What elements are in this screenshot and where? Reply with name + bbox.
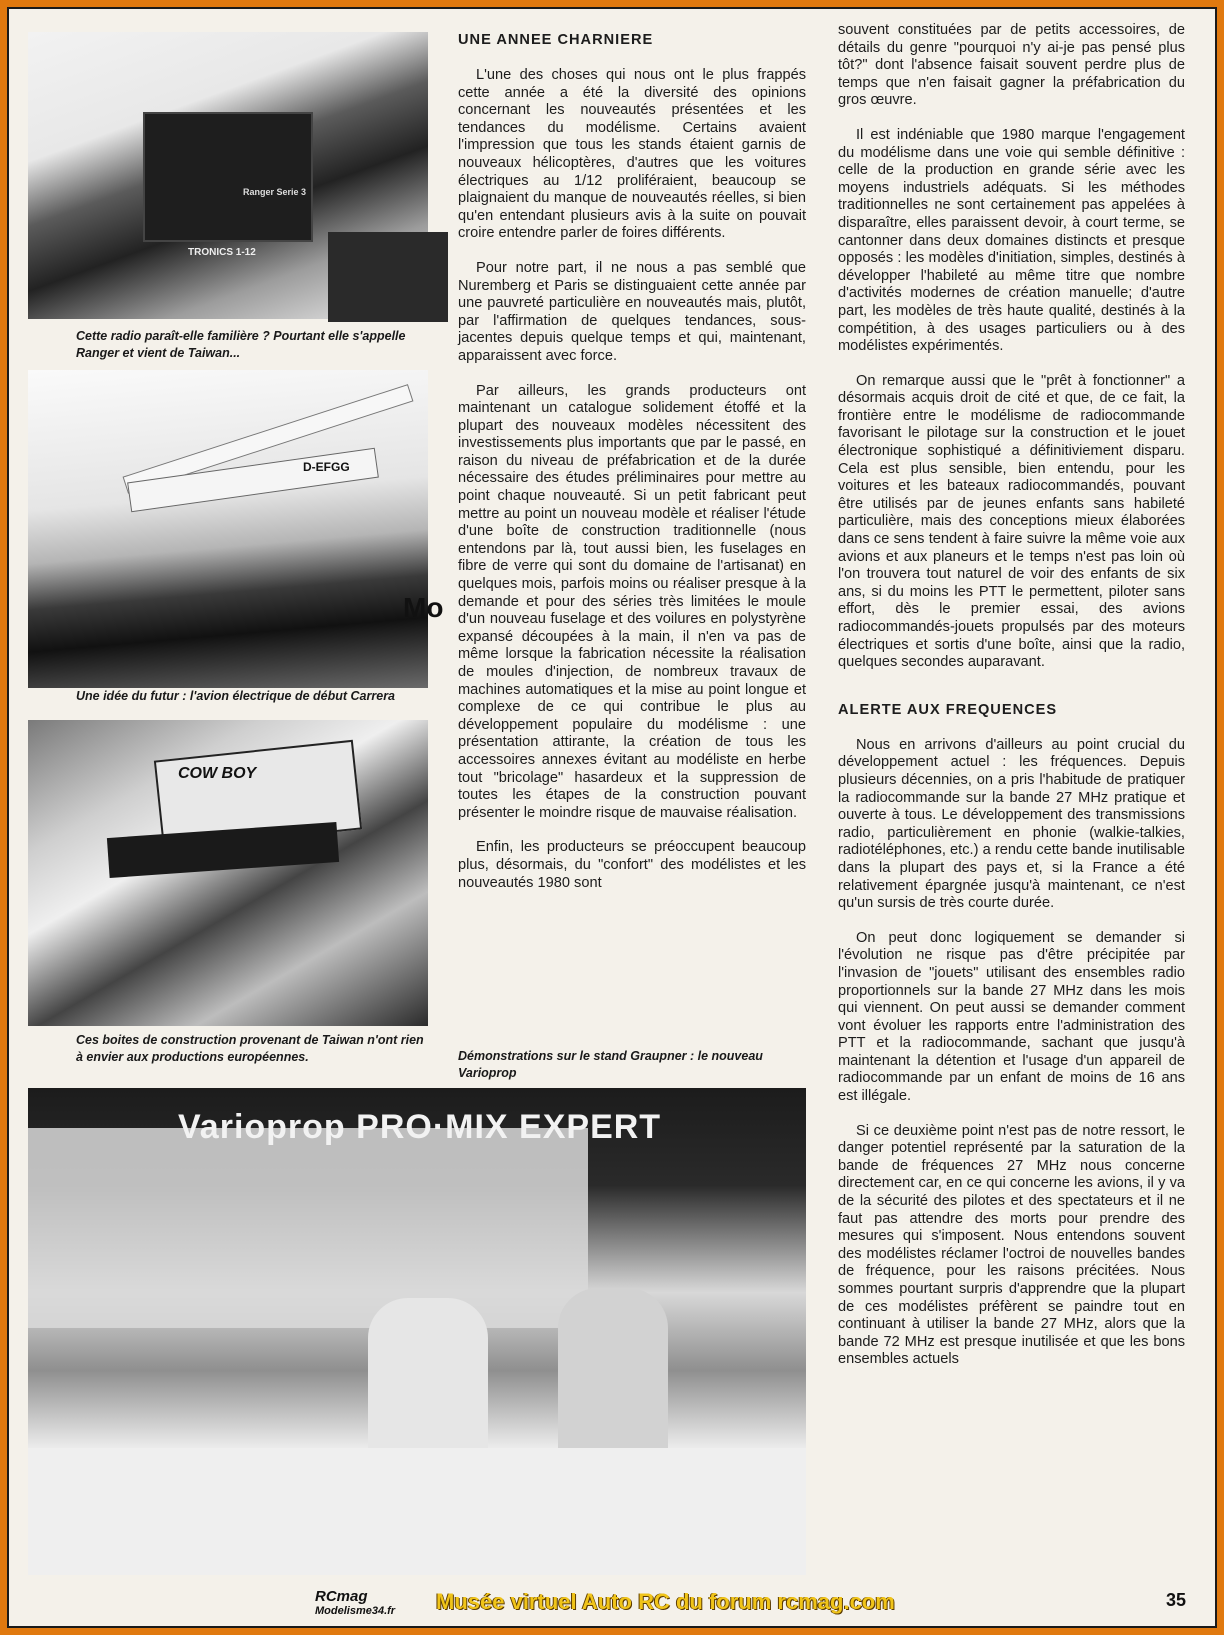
caption-kit-boxes: Ces boites de construction provenant de Taiwan n'ont rien à envier aux productions européennes.: [76, 1033, 424, 1064]
caption-radio: Cette radio paraît-elle familière ? Pourtant elle s'appelle Ranger et vient de Taiwan...: [76, 329, 406, 360]
photo1-label2: TRONICS 1-12: [188, 247, 256, 258]
museum-banner: Musée virtuel Auto RC du forum rcmag.com: [436, 1589, 895, 1614]
paragraph: Si ce deuxième point n'est pas de notre ressort, le danger potentiel représenté par la saturation de la bande de fréquences 27 MHz nous concerne directement car, en ce qui concerne les avions, il y va de la sécurité des pilotes et des spectateurs et il ne faut pas attendre des morts pour prendre des mesures qui s'imposent. Nous entendons souvent des modélistes réclamer l'octroi de nouvelles bandes de fréquence, pour les raisons précitées. Nous sommes pourtant surpris d'apprendre que la plupart de ces modélistes préfèrent se paindre tout en continuant à utiliser la bande 27 MHz, alors que la bande 72 MHz est presque inutilisée et que les bons ensembles actuels: [838, 1122, 1185, 1368]
photo-kit-boxes: [28, 720, 428, 1026]
rcmag-logo-line2: Modelisme34.fr: [315, 1605, 396, 1617]
photo2-label2: Mo: [403, 592, 444, 623]
paragraph: On remarque aussi que le "prêt à fonctionner" a désormais acquis droit de cité et que, de ce fait, la frontière entre le modélisme de radiocommande favorisant le pilotage sur la construction et le jouet électronique sophistiqué a définitiviement disparu. Cela est plus sensible, bien entendu, pour les voitures et les bateaux radiocommandés, pouvant être utilisés par de jeunes enfants sans habileté particulière, mais des conceptions mieux élaborées dans ce sens tendent à faire suivre la même voie aux avions et aux planeurs et le temps n'est pas loin où l'on trouvera tout naturel de voir des enfants de six ans, si du moins les PTT le permettent, piloter sans effort, dès le premier essai, des avions radiocommandés-jouets propulsés par des moteurs électriques et sortis d'une boîte, ainsi que la radio, quelques secondes auparavant.: [838, 372, 1185, 671]
paragraph: Par ailleurs, les grands producteurs ont maintenant un catalogue solidement étoffé et la plupart des nouveaux modèles nécessitent des investissements plus importants que par le passé, en raison du niveau de préfabrication et de la durée nécessaire des études préliminaires pour mettre au point chaque nouveauté. Si un petit fabricant peut mettre au point un nouveau modèle et réaliser l'étude d'une boîte de construction traditionnelle (nous entendons par là, tout aussi bien, les fuselages en fibre de verre qui sont du domaine de l'artisanat) en quelques mois, parfois moins ou réaliser presque à la demande et pour des séries très limitées le moule d'un nouveau fuselage et des voilures en polystyrène expansé découpées à la main, il n'en va pas de même lorsque la fabrication nécessite la réalisation de moules d'injection, de nombreux travaux de machines automatiques et la mise au point longue et complexe de ce qui contribue le plus au développement populaire du modélisme : une présentation attirante, la création de tous les accessoires annexes évitant au modéliste en herbe tout "bricolage" hasardeux et la suppression de toutes les étapes de la construction pouvant présenter le moindre risque de mauvaise réalisation.: [458, 382, 806, 821]
caption-electric-plane: Une idée du futur : l'avion électrique de début Carrera: [76, 689, 396, 703]
paragraph: Il est indéniable que 1980 marque l'engagement du modélisme dans une voie qui semble définitive : celle de la production en grande série avec les moyens industriels adéquats. Si les méthodes traditionnelles ne sont certainement pas appelées à disparaître, elles paraissent devoir, à court terme, se cantonner dans deux domaines distincts et presque opposés : les modèles d'initiation, simples, destinés à développer l'habileté au même titre que nombre d'activités modernes de création manuelle; d'autre part, les modèles de très haute qualité, destinés à la compétition, à des usages particuliers ou à des modélistes expérimentés.: [838, 126, 1185, 355]
photo-radio-ranger: [28, 32, 428, 319]
rcmag-logo: [315, 1590, 395, 1618]
photo1-label: Ranger Serie 3: [243, 187, 307, 197]
heading-alerte-frequences: ALERTE AUX FREQUENCES: [838, 701, 1058, 718]
caption-varioprop: Démonstrations sur le stand Graupner : le nouveau Varioprop: [458, 1049, 763, 1080]
paragraph: Nous en arrivons d'ailleurs au point crucial du développement actuel : les fréquences. Depuis plusieurs décennies, on a pris l'habitude de pratiquer la radiocommande sur la bande 27 MHz pratique et ouverte à tous. Le développement des transmissions radio, particulièrement en phonie (walkie-talkies, radiotéléphones, etc.) a rendu cette bande inutilisable dans la plupart des pays et, si la France a été relativement épargnée jusqu'à maintenant, ce n'est qu'un sursis de très courte durée.: [838, 736, 1185, 912]
paragraph: L'une des choses qui nous ont le plus frappés cette année a été la diversité des opinions concernant les nouveautés présentées et les tendances du modélisme. Certains avaient l'impression que tous les stands étaient garnis de nouveaux hélicoptères, d'autres que les voitures électriques au 1/12 proliféraient, beaucoup se plaignaient du manque de nouveautés réelles, si bien qu'en entendant plusieurs avis à la suite on pouvait croire entendre parler de foires différents.: [458, 67, 806, 242]
photo-graupner-stand: [28, 1088, 806, 1575]
paragraph: Enfin, les producteurs se préoccupent beaucoup plus, désormais, du "confort" des modélistes et les nouveautés 1980 sont: [458, 839, 806, 891]
article-column-middle: [458, 32, 806, 909]
rcmag-logo-line1: RCmag: [315, 1588, 368, 1605]
photo-electric-plane: [28, 370, 444, 688]
paragraph: Pour notre part, il ne nous a pas semblé que Nuremberg et Paris se distinguaient cette année par une pauvreté particulière en nouveautés mais, plutôt, par l'affirmation de quelques tendances, sous-jacentes depuis quelque temps et qui, maintenant, apparaissent avec force.: [458, 259, 806, 364]
article-column-right: [838, 22, 1185, 1386]
page-number: 35: [1166, 1590, 1187, 1610]
paragraph: souvent constituées par de petits accessoires, de détails du genre "pourquoi n'y ai-je pas pensé plus tôt?" dont l'absence faisait souvent perdre plus de temps que n'en faisait gagner la préfabrication du gros œuvre.: [838, 22, 1185, 109]
photo2-label: D-EFGG: [303, 460, 350, 474]
photo4-label: Varioprop PRO·MIX EXPERT: [178, 1108, 662, 1146]
photo3-label: COW BOY: [178, 765, 257, 782]
paragraph: On peut donc logiquement se demander si l'évolution ne risque pas d'être précipitée par l'invasion de "jouets" utilisant des ensembles radio proportionnels sur la bande 27 MHz dans les mois qui viennent. On peut aussi se demander comment vont évoluer les rapports entre l'administration des PTT et la radiocommande, sachant que jusqu'à maintenant la détention et l'usage d'un appareil de radiocommande par un enfant de moins de 16 ans est illégale.: [838, 929, 1185, 1105]
heading-annee-charniere: UNE ANNEE CHARNIERE: [458, 32, 654, 48]
